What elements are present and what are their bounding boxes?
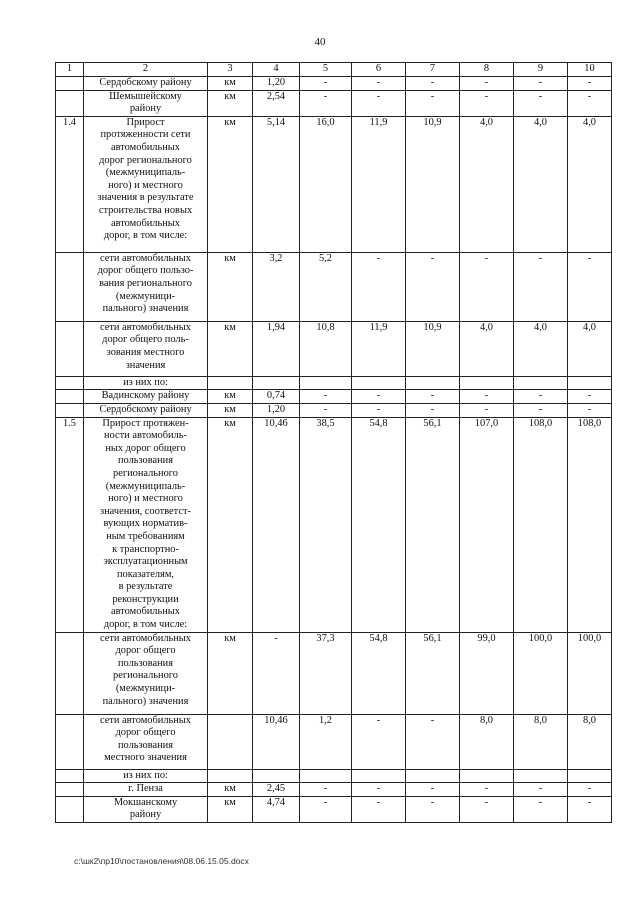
indicator-name-cell: сети автомобильных дорог общего поль- зования местного значения xyxy=(84,321,208,376)
value-cell xyxy=(568,769,612,783)
row-number-cell xyxy=(56,783,84,797)
value-cell: 4,0 xyxy=(514,116,568,252)
value-cell: 37,3 xyxy=(300,632,352,714)
indicator-name-cell: сети автомобильных дорог общего пользования регионального (межмуници- пального) значения xyxy=(84,632,208,714)
row-number-cell xyxy=(56,77,84,91)
header-cell: 4 xyxy=(253,63,300,77)
table-row xyxy=(56,403,612,417)
value-cell: 56,1 xyxy=(406,632,460,714)
table-row xyxy=(56,252,612,321)
value-cell: - xyxy=(406,783,460,797)
unit-cell: км xyxy=(208,417,253,632)
unit-cell: км xyxy=(208,796,253,822)
value-cell xyxy=(300,376,352,390)
value-cell: - xyxy=(300,403,352,417)
value-cell: - xyxy=(253,632,300,714)
row-number-cell xyxy=(56,321,84,376)
value-cell: 54,8 xyxy=(352,632,406,714)
table-row xyxy=(56,714,612,769)
value-cell xyxy=(300,769,352,783)
value-cell: - xyxy=(568,252,612,321)
table-row xyxy=(56,390,612,404)
value-cell: - xyxy=(352,714,406,769)
row-number-cell xyxy=(56,390,84,404)
value-cell: 4,0 xyxy=(568,116,612,252)
value-cell xyxy=(253,769,300,783)
value-cell: 4,74 xyxy=(253,796,300,822)
row-number-cell xyxy=(56,403,84,417)
value-cell: - xyxy=(300,783,352,797)
value-cell: 10,46 xyxy=(253,417,300,632)
unit-cell: км xyxy=(208,783,253,797)
value-cell: - xyxy=(460,796,514,822)
value-cell xyxy=(406,376,460,390)
value-cell: 2,54 xyxy=(253,90,300,116)
indicator-name-cell: Прирост протяжен- ности автомобиль- ных дорог общего пользования регионального (межмуниципаль- ного) и местного значения, соответст- вующих норматив- ным требованиям к транспортно- эксплуатационным показателям, в результате реконструкции автомобильных дорог, в том числе: xyxy=(84,417,208,632)
value-cell: 10,8 xyxy=(300,321,352,376)
value-cell: 1,20 xyxy=(253,77,300,91)
header-cell: 2 xyxy=(84,63,208,77)
unit-cell: км xyxy=(208,252,253,321)
value-cell: 2,45 xyxy=(253,783,300,797)
value-cell: - xyxy=(514,403,568,417)
value-cell: 4,0 xyxy=(460,321,514,376)
value-cell: - xyxy=(568,783,612,797)
value-cell: 54,8 xyxy=(352,417,406,632)
value-cell: 4,0 xyxy=(460,116,514,252)
table-row xyxy=(56,783,612,797)
value-cell: 5,2 xyxy=(300,252,352,321)
value-cell: - xyxy=(460,90,514,116)
header-cell: 3 xyxy=(208,63,253,77)
unit-cell xyxy=(208,376,253,390)
unit-cell xyxy=(208,714,253,769)
row-number-cell xyxy=(56,796,84,822)
value-cell: 4,0 xyxy=(514,321,568,376)
value-cell: - xyxy=(406,714,460,769)
row-number-cell xyxy=(56,90,84,116)
value-cell: 108,0 xyxy=(514,417,568,632)
value-cell: 1,20 xyxy=(253,403,300,417)
value-cell: - xyxy=(406,90,460,116)
row-number-cell: 1.4 xyxy=(56,116,84,252)
value-cell: 8,0 xyxy=(568,714,612,769)
header-cell: 10 xyxy=(568,63,612,77)
value-cell: - xyxy=(352,796,406,822)
value-cell: 10,9 xyxy=(406,116,460,252)
indicator-name-cell: Сердобскому району xyxy=(84,77,208,91)
value-cell: 10,46 xyxy=(253,714,300,769)
table-row xyxy=(56,376,612,390)
value-cell: 10,9 xyxy=(406,321,460,376)
indicator-name-cell: Сердобскому району xyxy=(84,403,208,417)
value-cell xyxy=(460,769,514,783)
indicator-name-cell: сети автомобильных дорог общего пользования местного значения xyxy=(84,714,208,769)
value-cell: 3,2 xyxy=(253,252,300,321)
value-cell xyxy=(460,376,514,390)
value-cell: - xyxy=(514,252,568,321)
table-row xyxy=(56,116,612,252)
value-cell: - xyxy=(352,77,406,91)
unit-cell: км xyxy=(208,90,253,116)
indicator-name-cell: г. Пенза xyxy=(84,783,208,797)
indicator-name-cell: сети автомобильных дорог общего пользо- вания регионального (межмуници- пального) значения xyxy=(84,252,208,321)
row-number-cell xyxy=(56,769,84,783)
unit-cell: км xyxy=(208,403,253,417)
unit-cell: км xyxy=(208,77,253,91)
row-number-cell xyxy=(56,376,84,390)
value-cell: 38,5 xyxy=(300,417,352,632)
value-cell: - xyxy=(352,90,406,116)
value-cell: - xyxy=(352,783,406,797)
value-cell: 1,94 xyxy=(253,321,300,376)
value-cell: 8,0 xyxy=(514,714,568,769)
unit-cell: км xyxy=(208,116,253,252)
row-number-cell xyxy=(56,252,84,321)
header-cell: 5 xyxy=(300,63,352,77)
value-cell xyxy=(352,376,406,390)
value-cell xyxy=(352,769,406,783)
header-cell: 9 xyxy=(514,63,568,77)
value-cell: 56,1 xyxy=(406,417,460,632)
value-cell: - xyxy=(300,77,352,91)
value-cell: - xyxy=(514,796,568,822)
value-cell: - xyxy=(300,90,352,116)
header-cell: 6 xyxy=(352,63,406,77)
value-cell xyxy=(514,769,568,783)
unit-cell: км xyxy=(208,632,253,714)
indicator-name-cell: Вадинскому району xyxy=(84,390,208,404)
value-cell: - xyxy=(460,77,514,91)
value-cell: - xyxy=(406,252,460,321)
indicator-name-cell: Прирост протяженности сети автомобильных дорог регионального (межмуниципаль- ного) и местного значения в результате строительства новых автомобильных дорог, в том числе: xyxy=(84,116,208,252)
unit-cell: км xyxy=(208,390,253,404)
value-cell: - xyxy=(300,390,352,404)
row-number-cell xyxy=(56,632,84,714)
value-cell: - xyxy=(300,796,352,822)
value-cell: - xyxy=(568,77,612,91)
value-cell: 108,0 xyxy=(568,417,612,632)
value-cell: - xyxy=(406,796,460,822)
value-cell: - xyxy=(514,783,568,797)
value-cell: - xyxy=(568,90,612,116)
value-cell: 8,0 xyxy=(460,714,514,769)
table-row xyxy=(56,632,612,714)
table-row xyxy=(56,77,612,91)
value-cell: 0,74 xyxy=(253,390,300,404)
indicator-name-cell: Шемышейскому району xyxy=(84,90,208,116)
value-cell: - xyxy=(460,783,514,797)
value-cell: - xyxy=(460,252,514,321)
header-cell: 8 xyxy=(460,63,514,77)
row-number-cell xyxy=(56,714,84,769)
value-cell: - xyxy=(568,403,612,417)
row-number-cell: 1.5 xyxy=(56,417,84,632)
file-path-footer: c:\шк2\пр10\постановления\08.06.15.05.docx xyxy=(74,856,249,866)
value-cell: - xyxy=(352,390,406,404)
indicators-table xyxy=(55,62,612,823)
value-cell xyxy=(253,376,300,390)
table-row xyxy=(56,417,612,632)
page-number: 40 xyxy=(314,36,326,48)
value-cell: 16,0 xyxy=(300,116,352,252)
value-cell: 107,0 xyxy=(460,417,514,632)
value-cell: - xyxy=(460,403,514,417)
value-cell: - xyxy=(568,796,612,822)
value-cell: 4,0 xyxy=(568,321,612,376)
value-cell: 5,14 xyxy=(253,116,300,252)
header-cell: 7 xyxy=(406,63,460,77)
value-cell: 11,9 xyxy=(352,116,406,252)
value-cell: - xyxy=(406,77,460,91)
value-cell: 1,2 xyxy=(300,714,352,769)
value-cell: - xyxy=(514,77,568,91)
value-cell: 11,9 xyxy=(352,321,406,376)
value-cell xyxy=(514,376,568,390)
value-cell: - xyxy=(352,403,406,417)
header-row xyxy=(56,63,612,77)
unit-cell xyxy=(208,769,253,783)
indicator-name-cell: из них по: xyxy=(84,376,208,390)
table-row xyxy=(56,90,612,116)
table-row xyxy=(56,769,612,783)
value-cell: - xyxy=(460,390,514,404)
value-cell: - xyxy=(568,390,612,404)
value-cell xyxy=(568,376,612,390)
value-cell: 99,0 xyxy=(460,632,514,714)
value-cell: - xyxy=(514,390,568,404)
value-cell: - xyxy=(514,90,568,116)
header-cell: 1 xyxy=(56,63,84,77)
value-cell: - xyxy=(406,403,460,417)
indicator-name-cell: Мокшанскому району xyxy=(84,796,208,822)
value-cell: - xyxy=(352,252,406,321)
table-row xyxy=(56,796,612,822)
unit-cell: км xyxy=(208,321,253,376)
value-cell xyxy=(406,769,460,783)
value-cell: 100,0 xyxy=(568,632,612,714)
table-row xyxy=(56,321,612,376)
value-cell: - xyxy=(406,390,460,404)
indicator-name-cell: из них по: xyxy=(84,769,208,783)
value-cell: 100,0 xyxy=(514,632,568,714)
